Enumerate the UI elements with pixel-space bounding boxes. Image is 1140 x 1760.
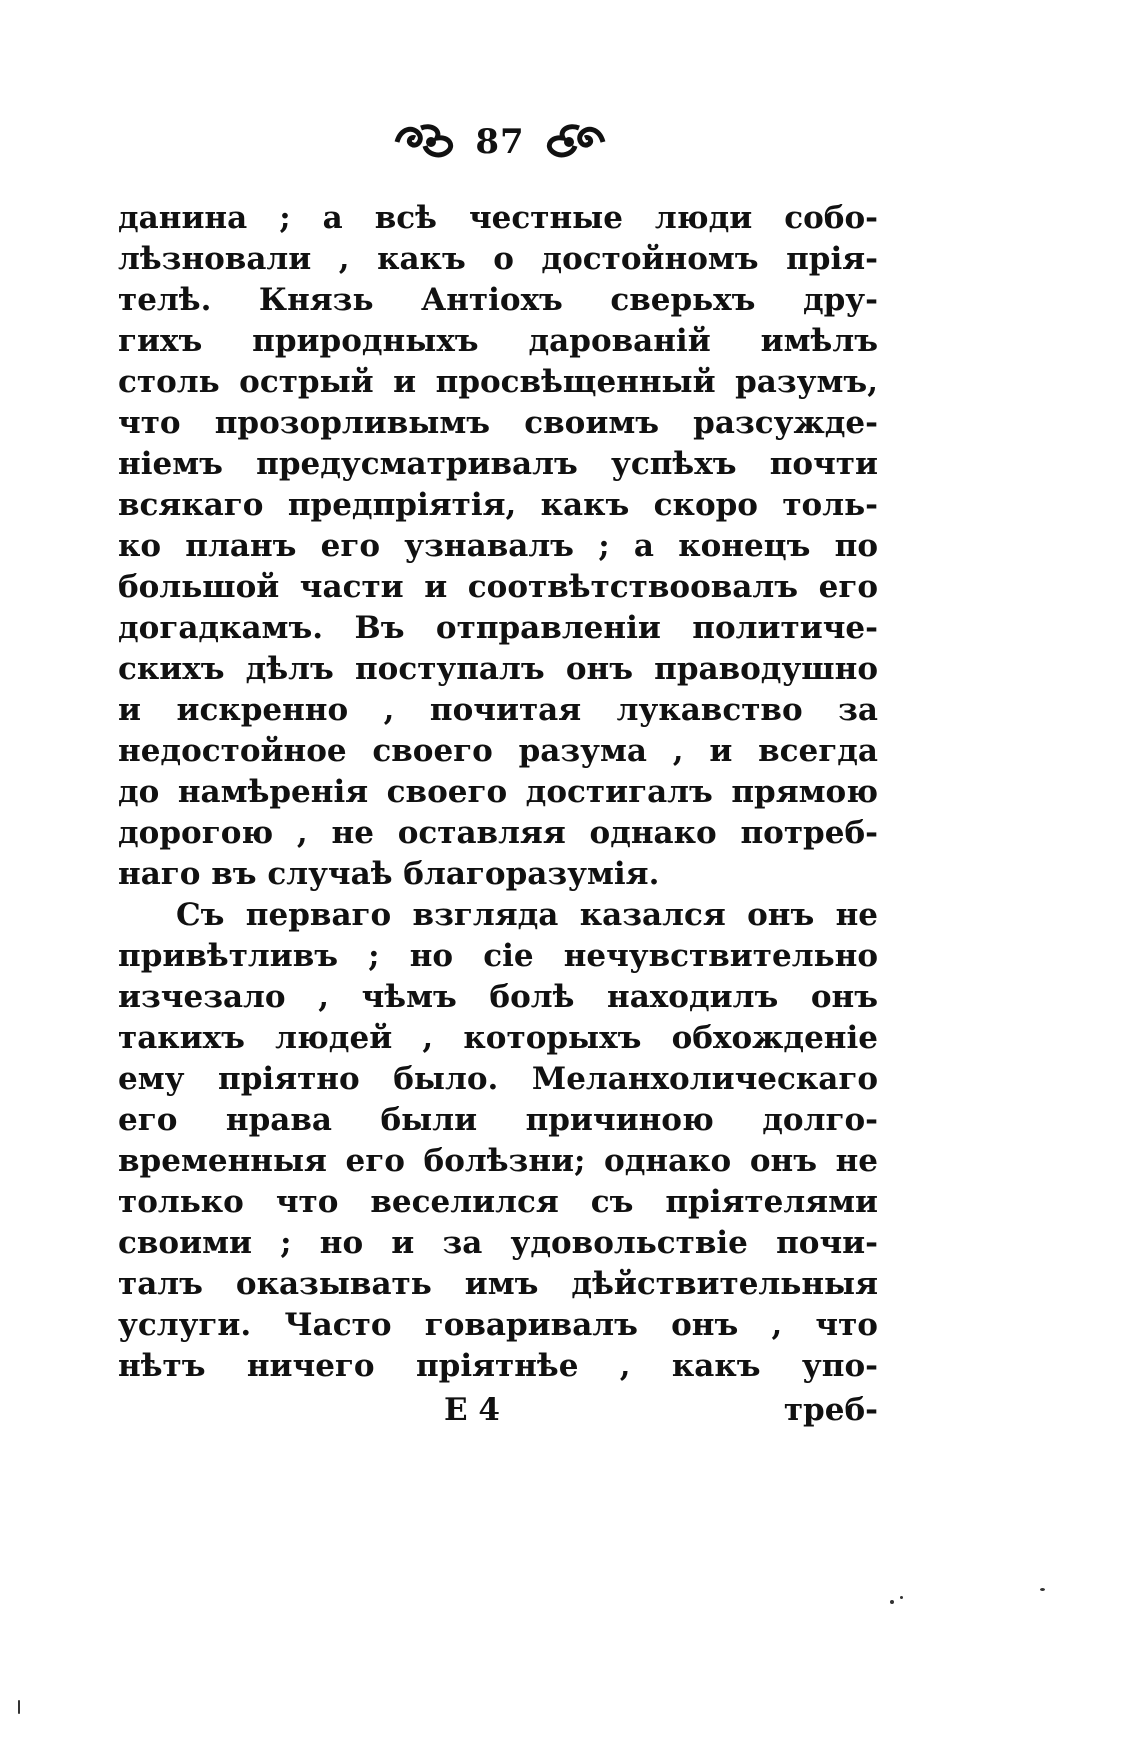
text-line: столь острый и просвѣщенный разумъ, (118, 364, 878, 400)
page-header (380, 112, 620, 172)
text-line: недостойное своего разума , и всегда (118, 733, 878, 769)
scan-speck (18, 1700, 20, 1714)
text-line: нѣтъ ничего пріятнѣе , какъ упо- (118, 1348, 878, 1384)
text-line: ко планъ его узнавалъ ; а конецъ по (118, 528, 878, 564)
body-text (118, 198, 878, 1387)
text-line: что прозорливымъ своимъ разсужде- (118, 405, 878, 441)
text-line: изчезало , чѣмъ болѣ находилъ онъ (118, 979, 878, 1015)
text-line: привѣтливъ ; но сіе нечувствительно (118, 938, 878, 974)
text-line: всякаго предпріятія, какъ скоро толь- (118, 487, 878, 523)
text-line: ніемъ предусматривалъ успѣхъ почти (118, 446, 878, 482)
text-line: лѣзновали , какъ о достойномъ прія- (118, 241, 878, 277)
text-line: данина ; а всѣ честные люди собо- (118, 200, 878, 236)
text-line: такихъ людей , которыхъ обхожденіе (118, 1020, 878, 1056)
page-number: 87 (475, 122, 525, 162)
text-line: временныя его болѣзни; однако онъ не (118, 1143, 878, 1179)
text-line: большой части и соотвѣтствоовалъ его (118, 569, 878, 605)
text-line: гихъ природныхъ дарованій имѣлъ (118, 323, 878, 359)
text-line: до намѣренія своего достигалъ прямою (118, 774, 878, 810)
text-line: наго въ случаѣ благоразумія. (118, 856, 660, 892)
text-line: и искренно , почитая лукавство за (118, 692, 878, 728)
signature-mark: E 4 (444, 1392, 500, 1428)
text-line: телѣ. Князь Антіохъ сверьхъ дру- (118, 282, 878, 318)
page-footer (118, 1392, 878, 1436)
text-line: догадкамъ. Въ отправленіи политиче- (118, 610, 878, 646)
catchword: треб- (783, 1392, 878, 1428)
text-line: своими ; но и за удовольствіе почи- (118, 1225, 878, 1261)
scan-speck (1040, 1588, 1045, 1591)
text-line: талъ оказывать имъ дѣйствительныя (118, 1266, 878, 1302)
text-line: ему пріятно было. Меланхолическаго (118, 1061, 878, 1097)
text-line: дорогою , не оставляя однако потреб- (118, 815, 878, 851)
scan-speck (890, 1600, 894, 1604)
right-ornament-icon (539, 120, 609, 164)
text-line: только что веселился съ пріятелями (118, 1184, 878, 1220)
left-ornament-icon (391, 120, 461, 164)
text-line: его нрава были причиною долго- (118, 1102, 878, 1138)
text-line: услуги. Часто говаривалъ онъ , что (118, 1307, 878, 1343)
text-line: скихъ дѣлъ поступалъ онъ праводушно (118, 651, 878, 687)
scan-speck (900, 1596, 903, 1599)
paragraph-start-line: Съ перваго взгляда казался онъ не (176, 897, 878, 933)
